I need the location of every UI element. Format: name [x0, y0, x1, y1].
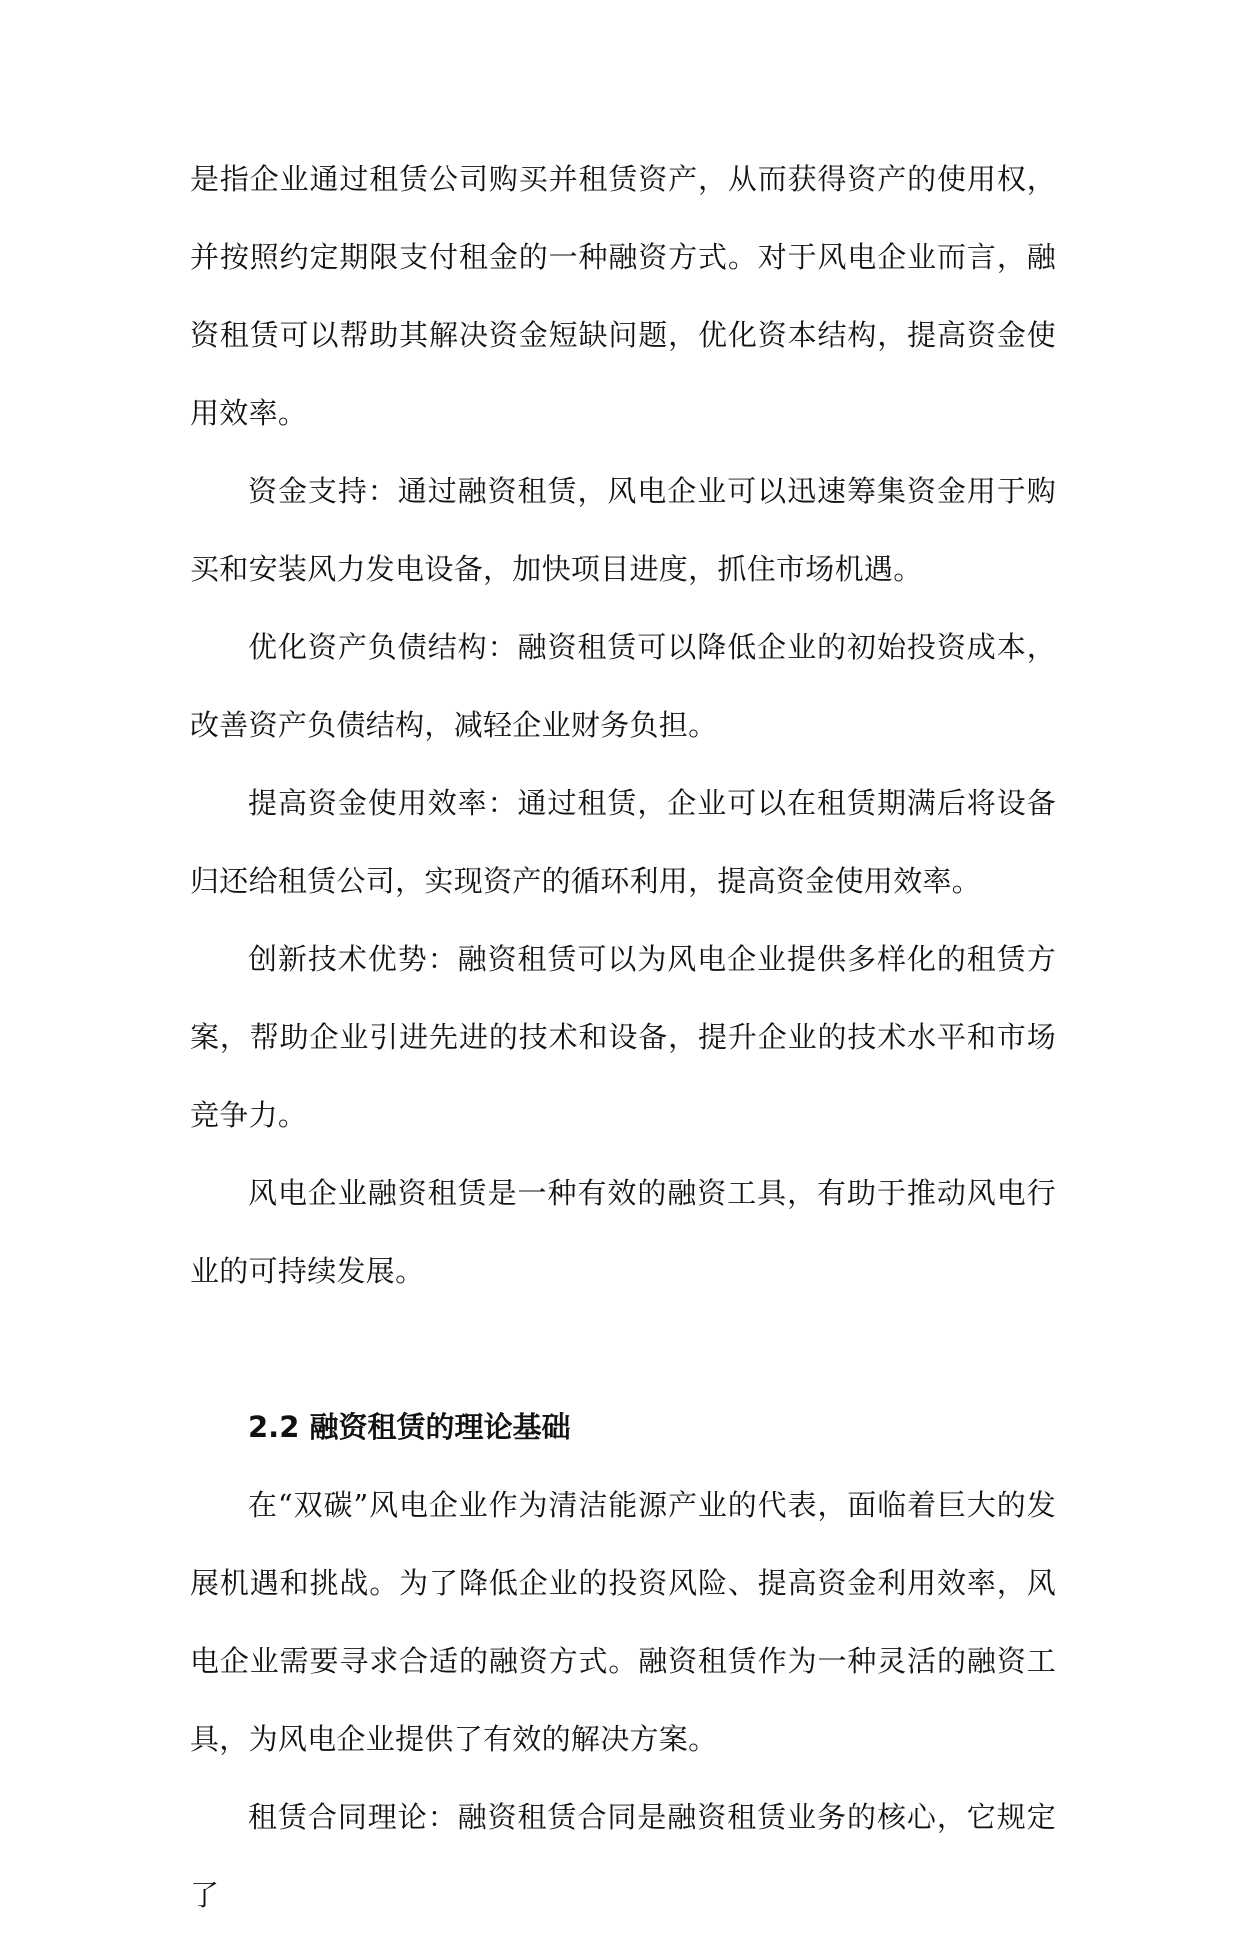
paragraph-funding-support: 资金支持：通过融资租赁，风电企业可以迅速筹集资金用于购买和安装风力发电设备，加快项目进度，抓住市场机遇。 [190, 474, 1056, 586]
paragraph-capital-efficiency: 提高资金使用效率：通过租赁，企业可以在租赁期满后将设备归还给租赁公司，实现资产的循环利用，提高资金使用效率。 [190, 786, 1056, 898]
paragraph-technology-advantage: 创新技术优势：融资租赁可以为风电企业提供多样化的租赁方案，帮助企业引进先进的技术和设备，提升企业的技术水平和市场竞争力。 [190, 942, 1056, 1132]
paragraph-lease-contract-theory: 租赁合同理论：融资租赁合同是融资租赁业务的核心，它规定了 [190, 1800, 1056, 1912]
document-body [190, 140, 1056, 1934]
paragraph-balance-sheet: 优化资产负债结构：融资租赁可以降低企业的初始投资成本，改善资产负债结构，减轻企业财务负担。 [190, 630, 1056, 742]
paragraph-summary: 风电企业融资租赁是一种有效的融资工具，有助于推动风电行业的可持续发展。 [190, 1176, 1056, 1288]
paragraph-continuation: 是指企业通过租赁公司购买并租赁资产，从而获得资产的使用权，并按照约定期限支付租金的一种融资方式。对于风电企业而言，融资租赁可以帮助其解决资金短缺问题，优化资本结构，提高资金使用效率。 [190, 162, 1056, 430]
paragraph-dual-carbon: 在“双碳”风电企业作为清洁能源产业的代表，面临着巨大的发展机遇和挑战。为了降低企业的投资风险、提高资金利用效率，风电企业需要寻求合适的融资方式。融资租赁作为一种灵活的融资工具，为风电企业提供了有效的解决方案。 [190, 1488, 1056, 1756]
section-heading: 2.2 融资租赁的理论基础 [248, 1410, 571, 1444]
